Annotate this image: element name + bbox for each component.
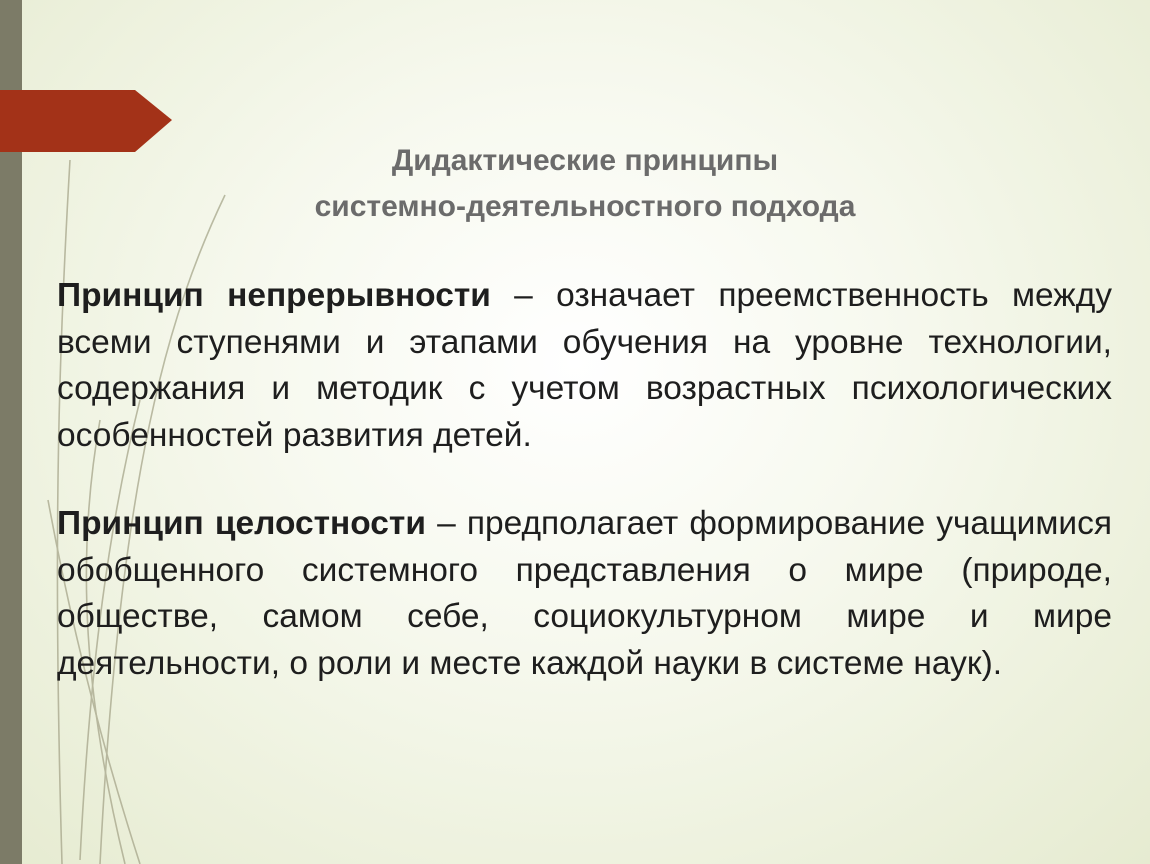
- red-arrow-banner: [0, 90, 172, 152]
- principle-text-1: – означает преемственность между всеми ступенями и этапами обучения на уровне технологии, содержания и методик с учетом возрастных психологических особенностей развития детей.: [57, 277, 1112, 454]
- left-sidebar-stripe: [0, 0, 22, 864]
- title-line-2: системно-деятельностного подхода: [314, 190, 856, 223]
- slide-body: [57, 273, 1112, 729]
- principle-name-1: Принцип непрерывности: [57, 277, 491, 314]
- principle-text-2: – предполагает формирование учащимися обобщенного системного представления о мире (природе, обществе, самом себе, социокультурном мире и мире деятельности, о роли и месте каждой науки в системе наук).: [57, 505, 1112, 682]
- principle-paragraph-1: [57, 273, 1112, 459]
- principle-name-2: Принцип целостности: [57, 505, 426, 542]
- slide-title: [150, 138, 1020, 230]
- principle-paragraph-2: [57, 501, 1112, 687]
- title-line-1: Дидактические принципы: [391, 144, 779, 177]
